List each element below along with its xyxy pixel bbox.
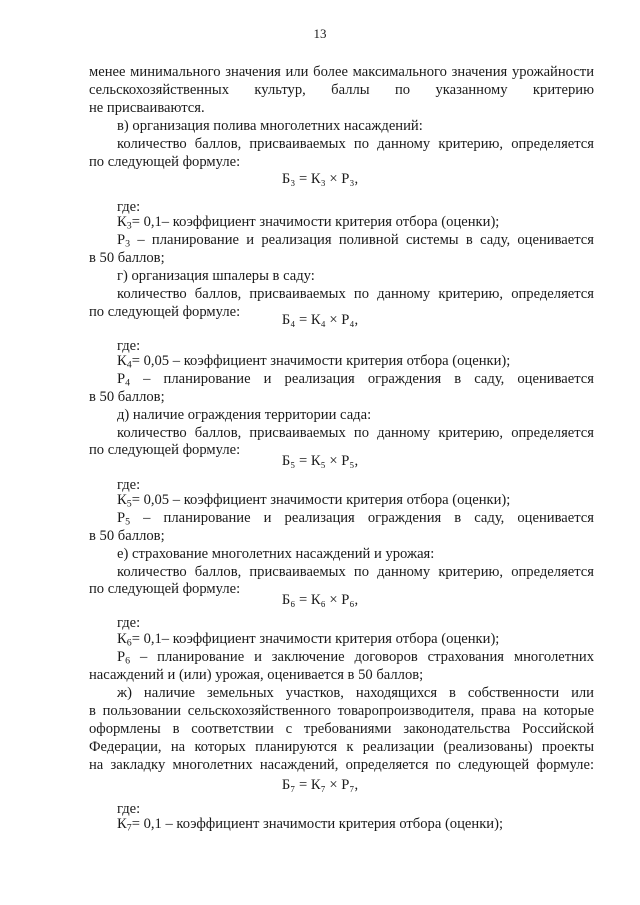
text-line: по следующей формуле: xyxy=(89,154,241,170)
formula-b6: Б₆ = К₆ × Р₆, xyxy=(281,592,359,608)
definition-k7: $К_7= 0,1$ – коэффициент значимости критерия отбора (оценки); xyxy=(117,816,504,834)
formula-b3: Б₃ = К₃ × Р₃, xyxy=(281,171,359,187)
text-line: где: xyxy=(117,477,141,493)
text-line: по следующей формуле: xyxy=(89,304,241,320)
definition-p4: $Р_4$ – планирование и реализация ограждения в саду, оценивается xyxy=(117,371,594,389)
formula-b7: Б₇ = К₇ × Р₇, xyxy=(281,777,359,793)
definition-k6: $К_6= 0,1-$ коэффициент значимости критерия отбора (оценки); xyxy=(117,631,500,649)
text-line: количество баллов, присваиваемых по данному критерию, определяется xyxy=(117,286,594,302)
text-line: насаждений и (или) урожая, оценивается в 50 баллов; xyxy=(89,667,424,683)
text-line: количество баллов, присваиваемых по данному критерию, определяется xyxy=(117,425,594,441)
text-line: оформлены в соответствии с требованиями законодательства Российской xyxy=(89,721,594,737)
item-heading-e: е) страхование многолетних насаждений и урожая: xyxy=(117,546,435,562)
text-line: сельскохозяйственных культур, баллы по указанному критерию xyxy=(89,82,594,98)
page-number: 13 xyxy=(313,26,327,41)
text-line: в пользовании сельскохозяйственного товаропроизводителя, права на которые xyxy=(89,703,594,719)
item-heading-zh: ж) наличие земельных участков, находящихся в собственности или xyxy=(117,685,594,701)
item-heading-d: д) наличие ограждения территории сада: xyxy=(117,407,372,423)
text-line: в 50 баллов; xyxy=(89,389,165,405)
text-line: на закладку многолетних насаждений, определяется по следующей формуле: xyxy=(89,757,594,773)
definition-p6: $Р_6$ – планирование и заключение договоров страхования многолетних xyxy=(117,649,594,667)
text-line: менее минимального значения или более максимального значения урожайности xyxy=(89,64,594,80)
definition-p3: $Р_3$ – планирование и реализация поливной системы в саду, оценивается xyxy=(117,232,594,250)
text-line: количество баллов, присваиваемых по данному критерию, определяется xyxy=(117,564,594,580)
item-heading-v: в) организация полива многолетних насаждений: xyxy=(117,118,423,134)
text-line: где: xyxy=(117,199,141,215)
text-line: в 50 баллов; xyxy=(89,250,165,266)
text-line: Федерации, на которых планируются к реализации (реализованы) проекты xyxy=(89,739,594,755)
formula-b4: Б₄ = К₄ × Р₄, xyxy=(281,312,359,328)
text-line: по следующей формуле: xyxy=(89,442,241,458)
text-line: по следующей формуле: xyxy=(89,581,241,597)
item-heading-g: г) организация шпалеры в саду: xyxy=(117,268,315,284)
text-line: количество баллов, присваиваемых по данному критерию, определяется xyxy=(117,136,594,152)
text-line: где: xyxy=(117,801,141,817)
formula-b5: Б₅ = К₅ × Р₅, xyxy=(281,453,359,469)
definition-k4: $К_4= 0,05$ – коэффициент значимости критерия отбора (оценки); xyxy=(117,353,511,371)
definition-k5: $К_5= 0,05$ – коэффициент значимости критерия отбора (оценки); xyxy=(117,492,511,510)
text-line: не присваиваются. xyxy=(89,100,205,116)
text-line: где: xyxy=(117,338,141,354)
definition-k3: $К_3= 0,1-$ коэффициент значимости критерия отбора (оценки); xyxy=(117,214,500,232)
text-line: где: xyxy=(117,615,141,631)
definition-p5: $Р_5$ – планирование и реализация ограждения в саду, оценивается xyxy=(117,510,594,528)
text-line: в 50 баллов; xyxy=(89,528,165,544)
